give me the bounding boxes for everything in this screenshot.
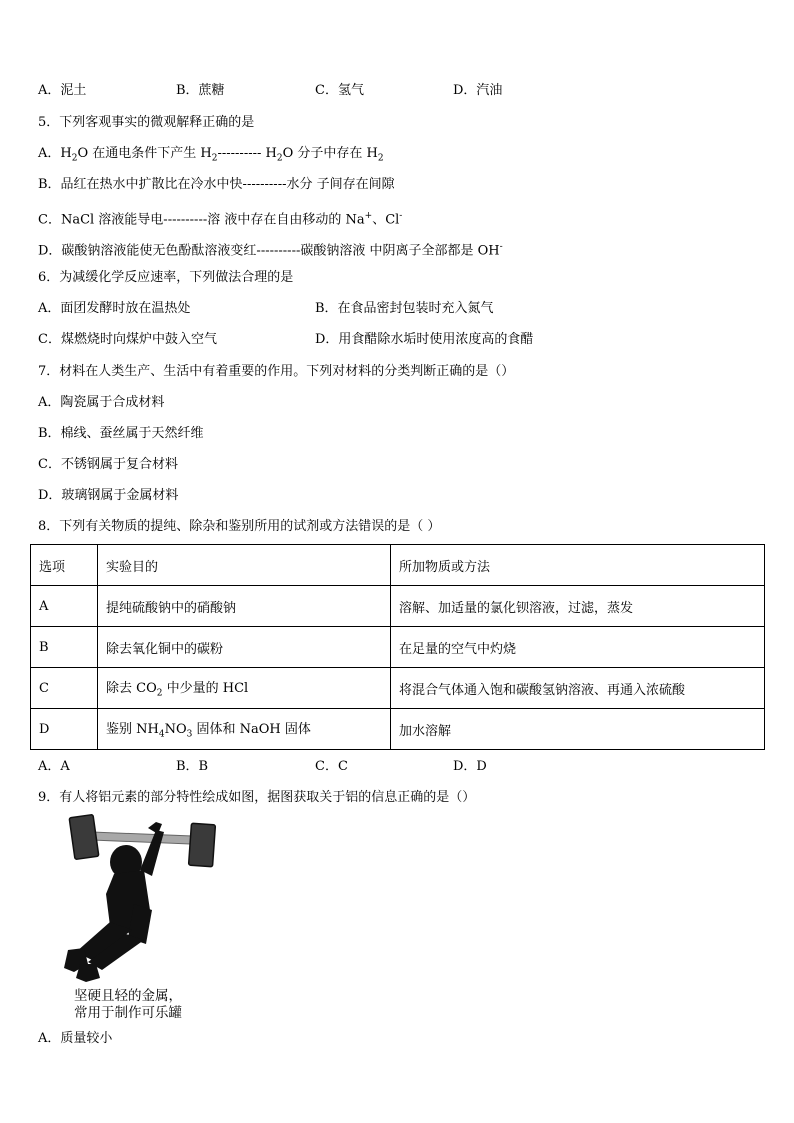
header-goal: 实验目的: [98, 545, 391, 586]
q4-option-a: A．泥土: [38, 83, 87, 98]
q8-option-c: C．C: [315, 759, 348, 774]
table-row: [31, 668, 765, 709]
header-option: 选项: [31, 545, 98, 586]
table-header-row: [31, 545, 765, 586]
q7-option-a: A．陶瓷属于合成材料: [38, 395, 165, 410]
table-row: [31, 709, 765, 750]
q7-stem: 7．材料在人类生产、生活中有着重要的作用。下列对材料的分类判断正确的是（）: [38, 364, 515, 379]
q6-option-b: B．在食品密封包装时充入氮气: [315, 301, 494, 316]
figure-caption: [74, 988, 182, 1022]
q6-option-d: D．用食醋除水垢时使用浓度高的食醋: [315, 332, 534, 347]
q5-stem: 5．下列客观事实的微观解释正确的是: [38, 115, 255, 130]
q8-table: [30, 544, 765, 750]
q9-stem: 9．有人将铝元素的部分特性绘成如图，据图获取关于铝的信息正确的是（）: [38, 790, 476, 805]
q5-option-d: D．碳酸钠溶液能使无色酚酞溶液变红----------碳酸钠溶液 中阴离子全部都是 OH-: [38, 242, 503, 259]
row-method: 溶解、加适量的氯化钡溶液，过滤，蒸发: [391, 586, 765, 627]
row-label: C: [31, 668, 98, 709]
q8-stem: 8．下列有关物质的提纯、除杂和鉴别所用的试剂或方法错误的是（ ）: [38, 519, 441, 534]
q5-option-a: A．$H_2O$ 在通电条件下产生 $H_2----------$ $H_2O$ 分子中存在 $H_2$: [38, 146, 384, 164]
table-row: [31, 586, 765, 627]
row-goal: 提纯硫酸钠中的硝酸钠: [98, 586, 391, 627]
q7-option-d: D．玻璃钢属于金属材料: [38, 488, 179, 503]
q8-option-b: B．B: [176, 759, 209, 774]
header-method: 所加物质或方法: [391, 545, 765, 586]
q8-option-a: A．A: [38, 759, 70, 774]
row-label: D: [31, 709, 98, 750]
q6-option-c: C．煤燃烧时向煤炉中鼓入空气: [38, 332, 217, 347]
q6-option-a: A．面团发酵时放在温热处: [38, 301, 191, 316]
caption-line-2: 常用于制作可乐罐: [74, 1005, 182, 1021]
row-label: B: [31, 627, 98, 668]
table-row: [31, 627, 765, 668]
row-label: A: [31, 586, 98, 627]
q4-option-c: C．氢气: [315, 83, 364, 98]
q7-option-b: B．棉线、蚕丝属于天然纤维: [38, 426, 204, 441]
q7-option-c: C．不锈钢属于复合材料: [38, 457, 178, 472]
row-method: 在足量的空气中灼烧: [391, 627, 765, 668]
q4-option-b: B．蔗糖: [176, 83, 225, 98]
q5-option-b: B．品红在热水中扩散比在冷水中快----------水分 子间存在间隙: [38, 177, 395, 192]
row-goal: 除去氧化铜中的碳粉: [98, 627, 391, 668]
weightlifter-illustration: [40, 814, 230, 984]
q6-stem: 6．为减缓化学反应速率，下列做法合理的是: [38, 270, 294, 285]
row-method: 将混合气体通入饱和碳酸氢钠溶液、再通入浓硫酸: [391, 668, 765, 709]
q4-option-d: D．汽油: [453, 83, 503, 98]
q5-option-c: C．NaCl 溶液能导电----------溶 液中存在自由移动的 Na+、Cl-: [38, 211, 403, 228]
q8-option-d: D．D: [453, 759, 487, 774]
q9-option-a: A．质量较小: [38, 1031, 113, 1046]
row-method: 加水溶解: [391, 709, 765, 750]
caption-line-1: 坚硬且轻的金属，: [74, 988, 182, 1004]
row-goal: 除去 $CO_2$ 中少量的 HCl: [98, 668, 391, 709]
row-goal: 鉴别 $NH_4NO_3$ 固体和 NaOH 固体: [98, 709, 391, 750]
